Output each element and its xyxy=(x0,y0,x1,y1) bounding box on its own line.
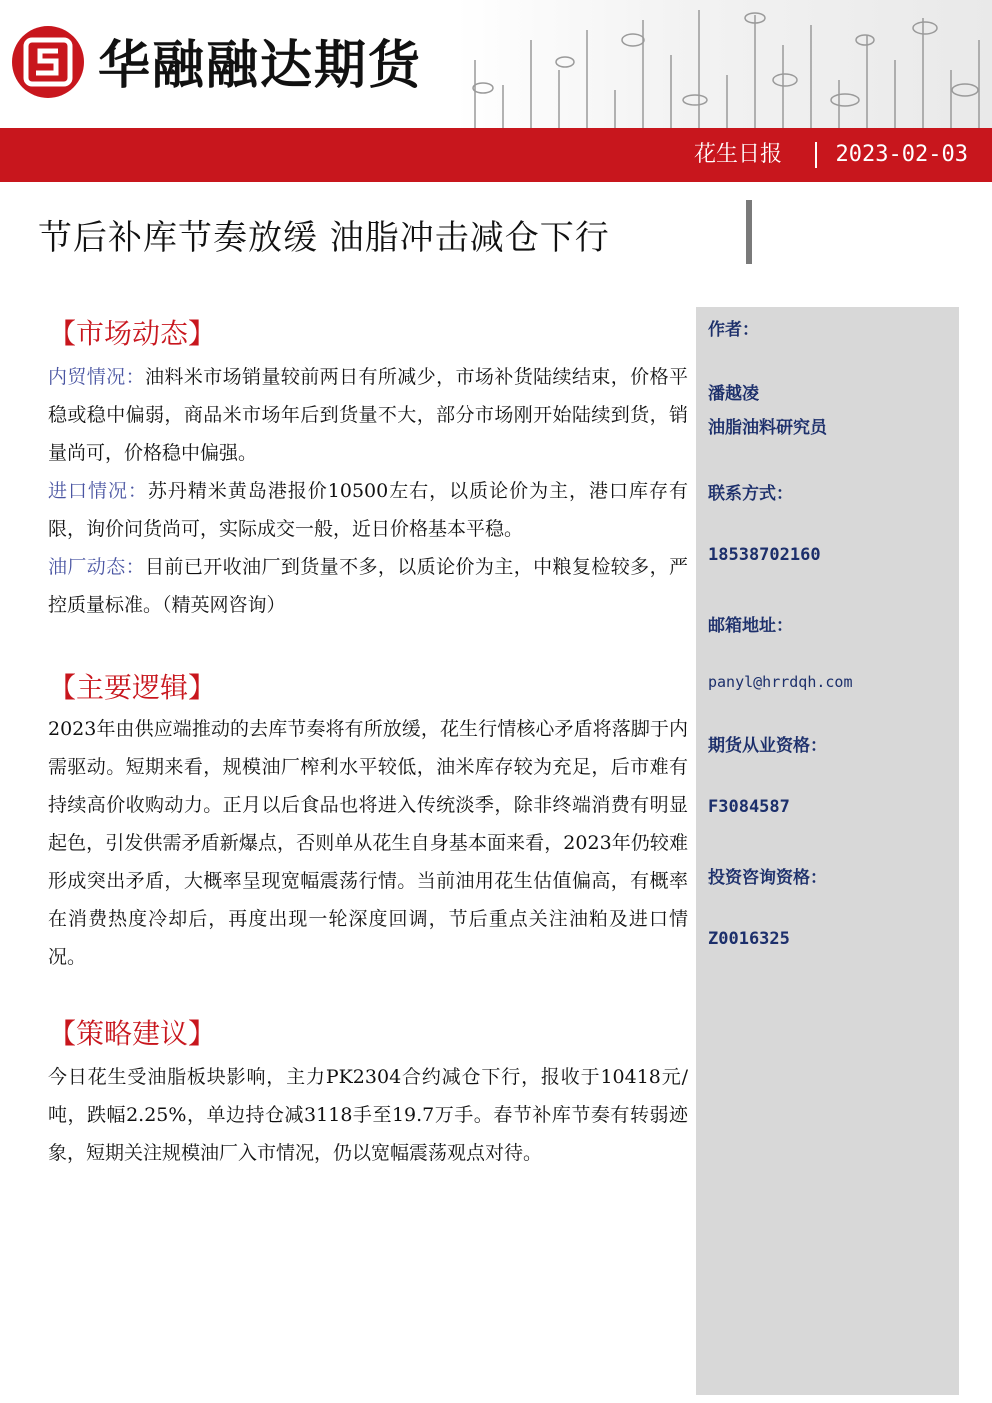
author-name: 潘越凌 xyxy=(708,384,759,404)
company-name: 华融融达期货 xyxy=(98,36,423,96)
mill-paragraph xyxy=(48,548,688,624)
logic-text: 2023年由供应端推动的去库节奏将有所放缓，花生行情核心矛盾将落脚于内需驱动。短期来看，规模油厂榨利水平较低，油米库存较为充足，后市难有持续高价收购动力。正月以后食品也将进入传统淡季，除非终端消费有明显起色，引发供需矛盾新爆点，否则单从花生自身基本面来看，2023年仍较难形成突出矛盾，大概率呈现宽幅震荡行情。当前油用花生估值偏高，有概率在消费热度冷却后，再度出现一轮深度回调，节后重点关注油粕及进口情况。 xyxy=(48,718,688,968)
author-label: 作者： xyxy=(708,320,759,340)
strategy-section xyxy=(48,1058,688,1172)
company-logo-icon xyxy=(12,26,84,98)
market-section xyxy=(48,358,688,624)
decorative-lines-graphic xyxy=(455,0,992,128)
header-divider xyxy=(815,142,817,168)
futures-qualification-label: 期货从业资格： xyxy=(708,736,827,756)
logic-section xyxy=(48,710,688,976)
section-heading-strategy: 【策略建议】 xyxy=(48,1017,217,1050)
investment-qualification-label: 投资咨询资格： xyxy=(708,868,827,888)
header-decoration xyxy=(455,0,992,128)
logo-s-mark-icon xyxy=(22,36,74,88)
import-paragraph xyxy=(48,472,688,548)
email-address[interactable]: panyl@hrrdqh.com xyxy=(708,673,853,691)
domestic-paragraph xyxy=(48,358,688,472)
import-text: 苏丹精米黄岛港报价10500左右，以质论价为主，港口库存有限，询价问货尚可，实际成交一般，近日价格基本平稳。 xyxy=(48,480,688,540)
section-heading-market: 【市场动态】 xyxy=(48,317,217,350)
report-type: 花生日报 xyxy=(693,142,782,167)
investment-qualification-number: Z0016325 xyxy=(708,929,790,949)
strategy-text: 今日花生受油脂板块影响，主力PK2304合约减仓下行，报收于10418元/吨，跌幅2.25%，单边持仓减3118手至19.7万手。春节补库节奏有转弱迹象，短期关注规模油厂入市情况，仍以宽幅震荡观点对待。 xyxy=(48,1066,688,1164)
report-date: 2023-02-03 xyxy=(835,142,968,167)
author-sidebar xyxy=(696,307,959,1395)
email-label: 邮箱地址： xyxy=(708,616,793,636)
mill-text: 目前已开收油厂到货量不多，以质论价为主，中粮复检较多，严控质量标准。（精英网咨询） xyxy=(48,556,688,616)
futures-qualification-number: F3084587 xyxy=(708,797,790,817)
mill-label: 油厂动态： xyxy=(48,556,146,578)
import-label: 进口情况： xyxy=(48,480,148,502)
title-accent-bar xyxy=(746,200,752,264)
domestic-text: 油料米市场销量较前两日有所减少，市场补货陆续结束，价格平稳或稳中偏弱，商品米市场年后到货量不大，部分市场刚开始陆续到货，销量尚可，价格稳中偏强。 xyxy=(48,366,688,464)
domestic-label: 内贸情况： xyxy=(48,366,146,388)
page-title: 节后补库节奏放缓 油脂冲击减仓下行 xyxy=(38,218,610,258)
author-title: 油脂油料研究员 xyxy=(708,418,827,438)
contact-label: 联系方式： xyxy=(708,484,793,504)
phone-number: 18538702160 xyxy=(708,545,821,565)
section-heading-logic: 【主要逻辑】 xyxy=(48,671,217,704)
